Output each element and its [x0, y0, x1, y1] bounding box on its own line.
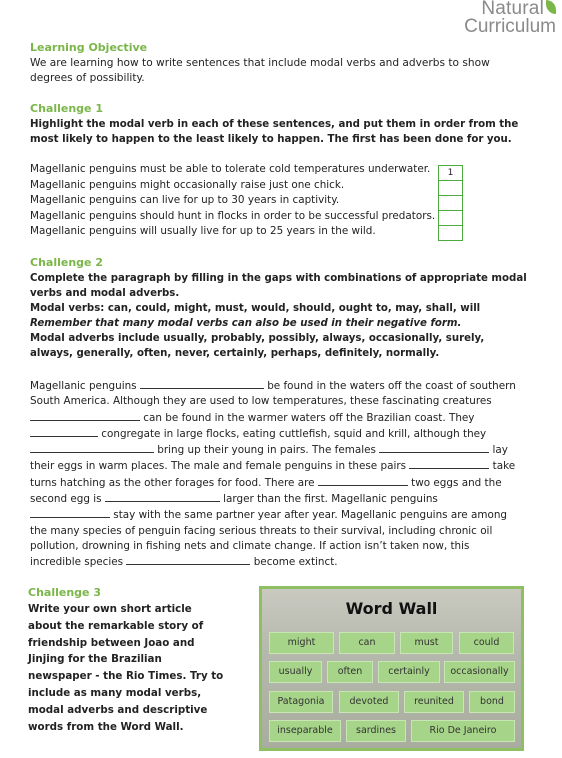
ranking-box-5[interactable] [438, 225, 463, 241]
word-tile: could [459, 632, 514, 654]
challenge2-heading: Challenge 2 [30, 256, 103, 269]
word-tile: can [339, 632, 395, 654]
para-text: be found in the waters off the coast of southern South America. Although they are used to low temperatures, these fascinating creatures [30, 380, 516, 408]
challenge1-instructions: Highlight the modal verb in each of these sentences, and put them in order from the most likely to happen to the least likely to happen. The first has been done for you. [30, 119, 519, 145]
objective-heading: Learning Objective [30, 41, 148, 54]
word-tile: sardines [346, 720, 406, 742]
challenge3-text: Write your own short article about the remarkable story of friendship between Joao and Jinjing for the Brazilian newspaper - the Rio Times. Try to include as many modal verbs, modal adverbs and descriptive words from the Word Wall. [28, 603, 224, 733]
para-text: take turns hatching as the other forages for food. There are [30, 460, 516, 489]
ranking-boxes [438, 165, 463, 241]
para-text: Magellanic penguins [30, 380, 140, 392]
word-tile: Rio De Janeiro [411, 720, 515, 742]
para-text: become extinct. [250, 556, 338, 569]
sentence-5: Magellanic penguins will usually live for up to 25 years in the wild. [30, 225, 376, 237]
word-wall-title: Word Wall [345, 599, 438, 618]
challenge1-sentences [30, 162, 435, 240]
modal-adverbs-list: Modal adverbs include usually, probably, possibly, always, occasionally, surely, always, generally, often, never, certainly, perhaps, definitely, normally. [30, 333, 485, 359]
word-tile: devoted [339, 691, 399, 713]
leaf-icon [546, 0, 556, 14]
para-text: larger than the first. Magellanic penguins [219, 493, 438, 506]
word-tile: reunited [404, 691, 464, 713]
word-tile: Patagonia [269, 691, 333, 713]
modal-verbs-list: Modal verbs: can, could, might, must, would, should, ought to, may, shall, will [30, 303, 481, 314]
challenge2-line1: Complete the paragraph by filling in the gaps with combinations of appropriate modal verbs and modal adverbs. [30, 273, 527, 299]
gap-blank[interactable] [30, 507, 110, 518]
gap-blank[interactable] [126, 554, 250, 565]
para-text: bring up their young in pairs. The females [154, 444, 380, 457]
sentence-1: Magellanic penguins must be able to tolerate cold temperatures underwater. [30, 163, 431, 175]
challenge2-instructions [30, 271, 530, 361]
ranking-box-3[interactable] [438, 195, 463, 210]
gap-blank[interactable] [379, 442, 489, 453]
negative-form-note: Remember that many modal verbs can also be used in their negative form. [30, 318, 462, 329]
gap-blank[interactable] [105, 491, 220, 502]
gap-blank[interactable] [30, 426, 98, 437]
para-text: stay with the same partner year after year. Magellanic penguins are among the many species of penguin facing serious threats to their survival, including chronic oil pollution, drowning in fishing nets and climate change. If action isn’t taken now, this incredible species [30, 509, 507, 569]
para-text: lay their eggs in warm places. The male and female penguins in these pairs [30, 444, 508, 473]
gap-blank[interactable] [30, 442, 154, 453]
word-wall [259, 586, 524, 751]
gap-blank[interactable] [409, 458, 489, 469]
para-text: can be found in the warmer waters off the Brazilian coast. They [140, 411, 475, 424]
word-tile: often [327, 661, 373, 683]
sentence-3: Magellanic penguins can live for up to 30 years in captivity. [30, 194, 340, 206]
word-tile: bond [469, 691, 515, 713]
para-text: two eggs and the second egg is [30, 476, 502, 506]
gap-blank[interactable] [318, 475, 408, 486]
word-tile: must [400, 632, 453, 654]
ranking-box-4[interactable] [438, 210, 463, 225]
objective-text: We are learning how to write sentences that include modal verbs and adverbs to show degrees of possibility. [30, 57, 490, 84]
gap-blank[interactable] [140, 378, 264, 389]
ranking-box-1[interactable]: 1 [438, 165, 463, 180]
challenge1-heading: Challenge 1 [30, 102, 103, 115]
sentence-2: Magellanic penguins might occasionally raise just one chick. [30, 178, 345, 191]
word-tile: might [269, 632, 334, 654]
ranking-box-2[interactable] [438, 180, 463, 195]
natural-curriculum-logo: Natural Curriculum [464, 0, 556, 37]
gap-fill-paragraph [30, 378, 520, 571]
word-tile: certainly [378, 661, 440, 683]
challenge3-heading: Challenge 3 [28, 586, 101, 599]
word-tile: occasionally [444, 661, 515, 683]
word-tile: usually [269, 661, 322, 683]
gap-blank[interactable] [30, 410, 140, 421]
word-tile: inseparable [269, 720, 341, 742]
sentence-4: Magellanic penguins should hunt in flocks in order to be successful predators. [30, 209, 436, 222]
para-text: congregate in large flocks, eating cuttlefish, squid and krill, although they [98, 427, 487, 440]
